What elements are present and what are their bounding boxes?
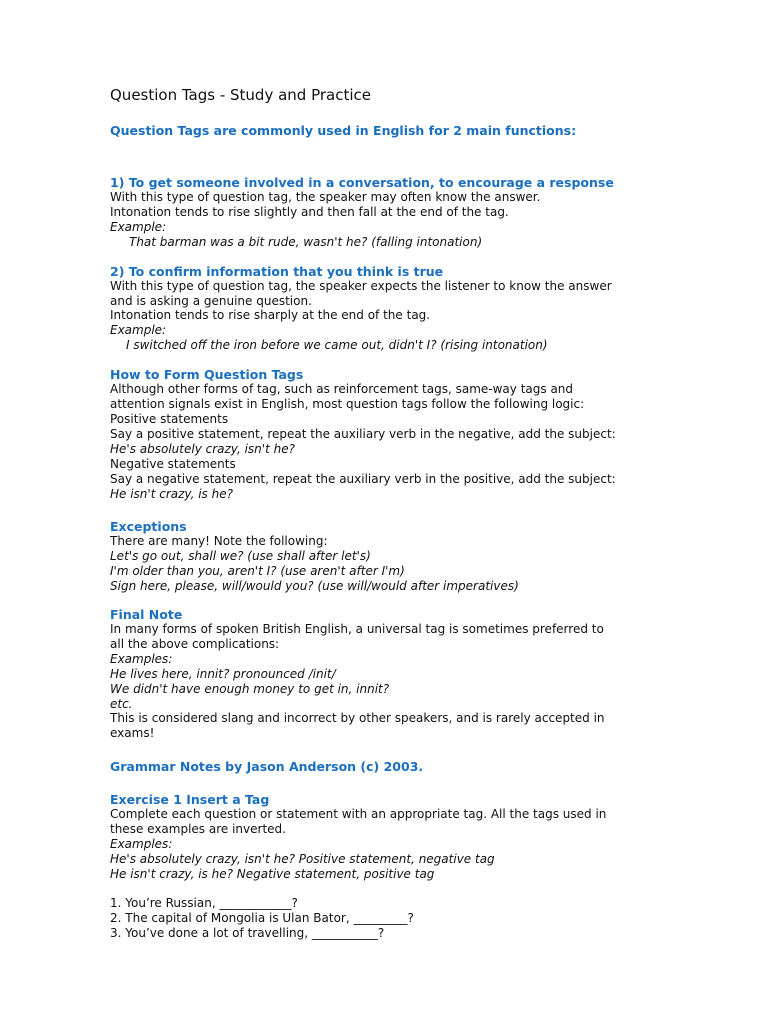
section4-line: There are many! Note the following: — [110, 534, 328, 549]
exercise-item: 2. The capital of Mongolia is Ulan Bator, _________? — [110, 910, 414, 925]
section5-example: We didn't have enough money to get in, innit? — [110, 681, 390, 696]
document-title: Question Tags - Study and Practice — [110, 86, 371, 104]
exercise-item: 1. You’re Russian, ____________? — [110, 895, 298, 910]
section3-line: Although other forms of tag, such as reinforcement tags, same-way tags and — [110, 382, 574, 397]
exercise-item: 3. You’ve done a lot of travelling, ___________? — [110, 925, 385, 940]
section3-negative-label: Negative statements — [110, 456, 236, 471]
section1-line: Intonation tends to rise slightly and then fall at the end of the tag. — [110, 204, 509, 219]
spacer — [110, 741, 670, 759]
section2-line: With this type of question tag, the speaker expects the listener to know the answer — [110, 278, 612, 293]
section2-heading: 2) To confirm information that you think is true — [110, 263, 444, 279]
section5-heading: Final Note — [110, 607, 183, 623]
section2-example: I switched off the iron before we came out, didn't I? (rising intonation) — [126, 338, 548, 353]
section3-heading: How to Form Question Tags — [110, 367, 304, 383]
section1-example: That barman was a bit rude, wasn't he? (falling intonation) — [129, 234, 483, 249]
document-page — [110, 84, 670, 941]
section5-line: all the above complications: — [110, 636, 280, 651]
section3-example: He's absolutely crazy, isn't he? — [110, 441, 295, 456]
section3-line: Say a positive statement, repeat the auxiliary verb in the negative, add the subject: — [110, 426, 616, 441]
section2-line: Intonation tends to rise sharply at the end of the tag. — [110, 308, 431, 323]
section5-line: In many forms of spoken British English, a universal tag is sometimes preferred to — [110, 622, 604, 637]
exercise-examples-label: Examples: — [110, 837, 173, 852]
section1-heading: 1) To get someone involved in a conversation, to encourage a response — [110, 175, 614, 190]
section5-closing: exams! — [110, 726, 155, 741]
section3-negative-line: Say a negative statement, repeat the auxiliary verb in the positive, add the subject: — [110, 471, 616, 486]
spacer — [110, 353, 670, 367]
section2-example-label: Example: — [110, 323, 167, 338]
section4-example: Sign here, please, will/would you? (use will/would after imperatives) — [110, 579, 519, 594]
spacer — [110, 774, 670, 792]
section2-line: and is asking a genuine question. — [110, 293, 312, 308]
exercise-example: He isn't crazy, is he? Negative statement, positive tag — [110, 866, 435, 881]
section3-line: Positive statements — [110, 411, 229, 426]
spacer — [110, 882, 670, 896]
section5-example: etc. — [110, 696, 133, 711]
spacer — [110, 250, 670, 264]
credit-line: Grammar Notes by Jason Anderson (c) 2003. — [110, 759, 424, 775]
intro-heading: Question Tags are commonly used in English for 2 main functions: — [110, 123, 577, 138]
spacer — [110, 501, 670, 519]
section1-example-label: Example: — [110, 219, 167, 234]
section4-heading: Exceptions — [110, 519, 187, 535]
section3-example: He isn't crazy, is he? — [110, 486, 233, 501]
section4-example: I'm older than you, aren't I? (use aren't after I'm) — [110, 564, 405, 579]
exercise-example: He's absolutely crazy, isn't he? Positive statement, negative tag — [110, 852, 495, 866]
section5-example: He lives here, innit? pronounced /init/ — [110, 666, 336, 681]
section1-line: With this type of question tag, the speaker may often know the answer. — [110, 190, 541, 204]
section4-example: Let's go out, shall we? (use shall after let's) — [110, 549, 371, 564]
section3-line: attention signals exist in English, most question tags follow the following logic: — [110, 397, 585, 412]
section5-closing: This is considered slang and incorrect by other speakers, and is rarely accepted in — [110, 711, 605, 726]
exercise-instruction: Complete each question or statement with an appropriate tag. All the tags used in — [110, 807, 607, 822]
exercise-heading: Exercise 1 Insert a Tag — [110, 792, 270, 808]
exercise-instruction: these examples are inverted. — [110, 822, 286, 837]
section5-examples-label: Examples: — [110, 651, 173, 666]
spacer — [110, 594, 670, 607]
